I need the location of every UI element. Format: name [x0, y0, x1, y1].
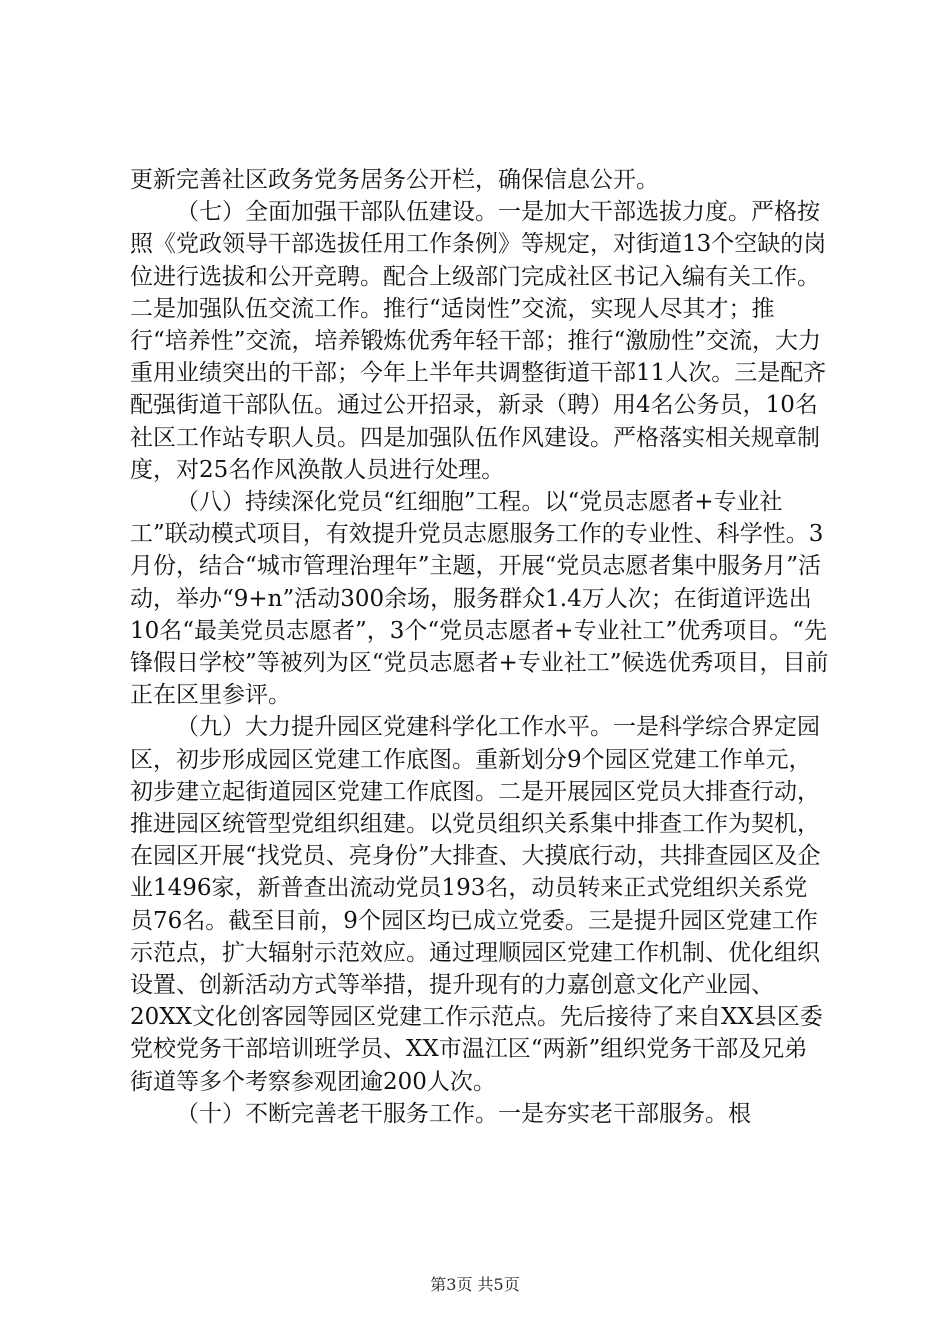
paragraph-continuation: 更新完善社区政务党务居务公开栏，确保信息公开。 — [130, 167, 659, 193]
page-number-footer: 第3页 共5页 — [430, 1275, 520, 1294]
body-text — [130, 164, 830, 1130]
paragraph-section-7: （七）全面加强干部队伍建设。一是加大干部选拔力度。严格按照《党政领导干部选拔任用工作条例》等规定，对街道13个空缺的岗位进行选拔和公开竞聘。配合上级部门完成社区书记入编有关工作。二是加强队伍交流工作。推行“适岗性”交流，实现人尽其才；推行“培养性”交流，培养锻炼优秀年轻干部；推行“激励性”交流，大力重用业绩突出的干部；今年上半年共调整街道干部11人次。三是配齐配强街道干部队伍。通过公开招录，新录（聘）用4名公务员，10名社区工作站专职人员。四是加强队伍作风建设。严格落实相关规章制度，对25名作风涣散人员进行处理。 — [130, 199, 827, 483]
paragraph-section-9: （九）大力提升园区党建科学化工作水平。一是科学综合界定园区，初步形成园区党建工作底图。重新划分9个园区党建工作单元，初步建立起街道园区党建工作底图。二是开展园区党员大排查行动，推进园区统管型党组织组建。以党员组织关系集中排查工作为契机，在园区开展“找党员、亮身份”大排查、大摸底行动，共排查园区及企业1496家，新普查出流动党员193名，动员转来正式党组织关系党员76名。截至目前，9个园区均已成立党委。三是提升园区党建工作示范点，扩大辐射示范效应。通过理顺园区党建工作机制、优化组织设置、创新活动方式等举措，提升现有的力嘉创意文化产业园、20XX文化创客园等园区党建工作示范点。先后接待了来自XX县区委党校党务干部培训班学员、XX市温江区“两新”组织党务干部及兄弟街道等多个考察参观团逾200人次。 — [130, 714, 823, 1095]
paragraph-section-10: （十）不断完善老干服务工作。一是夯实老干部服务。根 — [176, 1100, 751, 1127]
paragraph-section-8: （八）持续深化党员“红细胞”工程。以“党员志愿者+专业社工”联动模式项目，有效提升党员志愿服务工作的专业性、科学性。3月份，结合“城市管理治理年”主题，开展“党员志愿者集中服务月”活动，举办“9+n”活动300余场，服务群众1.4万人次；在街道评选出10名“最美党员志愿者”，3个“党员志愿者+专业社工”优秀项目。“先锋假日学校”等被列为区“党员志愿者+专业社工”候选优秀项目，目前正在区里参评。 — [130, 489, 829, 709]
